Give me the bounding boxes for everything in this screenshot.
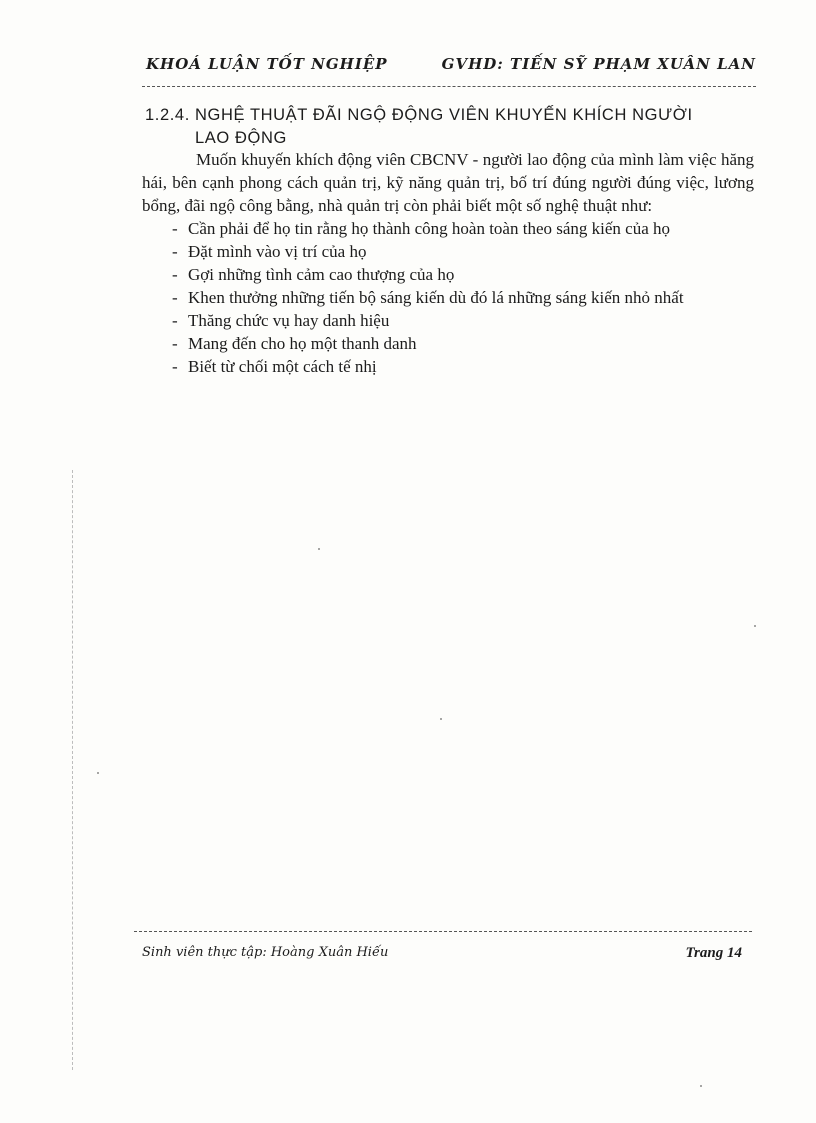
list-item: - Cần phải để họ tin rằng họ thành công hoàn toàn theo sáng kiến của họ [172,219,671,238]
section-number: 1.2.4. [145,106,190,124]
header-thesis-title: KHOÁ LUẬN TỐT NGHIỆP [146,55,388,73]
list-item: - Gợi những tình cảm cao thượng của họ [172,265,455,284]
running-header [146,55,756,81]
list-item: - Mang đến cho họ một thanh danh [172,334,417,353]
footer-divider [134,931,752,932]
scan-speck [700,1085,702,1087]
intro-paragraph: Muốn khuyến khích động viên CBCNV - người lao động của mình làm việc hăng hái, bên cạnh phong cách quản trị, kỹ năng quản trị, bố trí đúng người đúng việc, lương bổng, đãi ngộ công bằng, nhà quản trị còn phải biết một số nghệ thuật như: [142,150,754,215]
scan-speck [318,548,320,550]
section-heading [145,104,757,150]
section-body [142,148,754,378]
list-item: - Đặt mình vào vị trí của họ [172,242,367,261]
list-item: - Khen thưởng những tiến bộ sáng kiến dù đó lá những sáng kiến nhỏ nhất [172,288,684,307]
scan-speck [97,772,99,774]
technique-list [142,217,754,378]
header-divider [142,86,756,87]
scan-edge-mark [72,470,74,1070]
scan-speck [754,625,756,627]
header-supervisor: GVHD: TIẾN SỸ PHẠM XUÂN LAN [441,55,756,73]
section-title-line2: LAO ĐỘNG [195,129,287,147]
page-number: Trang 14 [685,945,742,961]
footer-student: Sinh viên thực tập: Hoàng Xuân Hiếu [142,945,389,960]
list-item: - Thăng chức vụ hay danh hiệu [172,311,390,330]
section-title-line1: NGHỆ THUẬT ĐÃI NGỘ ĐỘNG VIÊN KHUYẾN KHÍCH NGƯỜI [195,106,693,124]
running-footer [142,945,742,969]
list-item: - Biết từ chối một cách tế nhị [172,357,377,376]
scan-speck [440,718,442,720]
